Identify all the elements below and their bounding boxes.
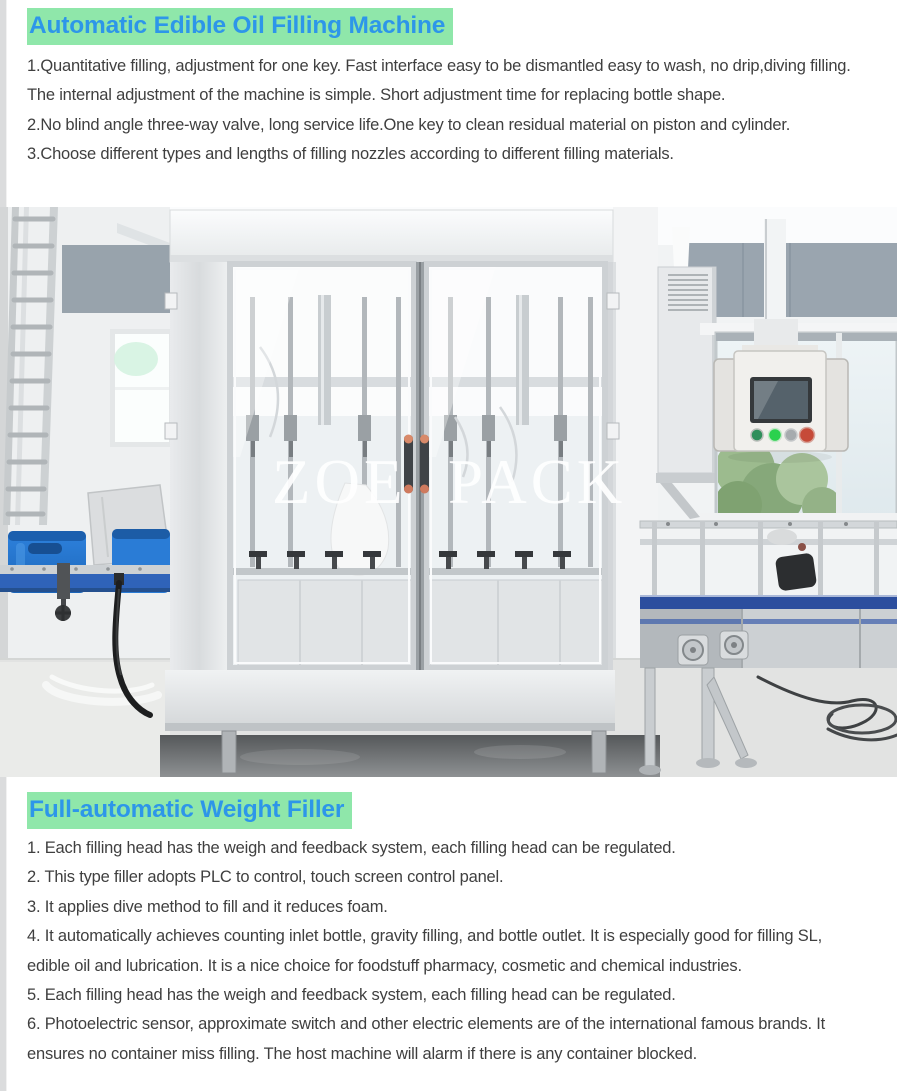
paragraph-line: 2.No blind angle three-way valve, long service life.One key to clean residual material on piston and cylinder. bbox=[27, 115, 791, 134]
button-green-dark bbox=[751, 429, 763, 441]
watermark-text: ZOE bbox=[272, 447, 407, 517]
wall-panel bbox=[62, 245, 170, 313]
conveyor-rail bbox=[0, 565, 172, 574]
machine-top-panel bbox=[170, 210, 613, 262]
rail-clamp bbox=[57, 563, 70, 599]
rag bbox=[767, 529, 797, 545]
machine-left-column bbox=[170, 262, 228, 670]
watermark-text: PACK bbox=[448, 447, 627, 517]
paragraph-line: 2. This type filler adopts PLC to control, touch screen control panel. bbox=[27, 868, 504, 887]
paragraph-line: 3. It applies dive method to fill and it reduces foam. bbox=[27, 897, 388, 916]
paragraph-line: The internal adjustment of the machine is simple. Short adjustment time for replacing bottle shape. bbox=[27, 86, 726, 105]
section1-title: Automatic Edible Oil Filling Machine bbox=[27, 8, 453, 45]
watermark bbox=[272, 447, 626, 517]
button-red bbox=[800, 428, 815, 443]
button-green-bright bbox=[769, 429, 782, 442]
paragraph-line: 3.Choose different types and lengths of filling nozzles according to different filling materials. bbox=[27, 145, 674, 164]
section1-paragraph bbox=[27, 52, 851, 170]
paragraph-line: 1.Quantitative filling, adjustment for one key. Fast interface easy to be dismantled easy to wash, no drip,diving filling. bbox=[27, 57, 851, 75]
product-photo bbox=[0, 207, 897, 777]
section2-paragraph bbox=[27, 834, 825, 1069]
machine-leg bbox=[222, 731, 236, 773]
left-window bbox=[110, 329, 174, 447]
wall-pillar bbox=[613, 207, 658, 662]
machine-leg bbox=[592, 731, 606, 773]
product-photo-illustration bbox=[0, 207, 897, 777]
button-grey bbox=[785, 429, 797, 441]
paragraph-line: edible oil and lubrication. It is a nice choice for foodstuff pharmacy, cosmetic and chemical industries. bbox=[27, 956, 742, 975]
machine-base-panel bbox=[165, 670, 615, 728]
black-motor bbox=[775, 553, 817, 592]
conveyor-blue-stripe bbox=[640, 595, 897, 609]
section2-title: Full-automatic Weight Filler bbox=[27, 792, 352, 829]
paragraph-line: 1. Each filling head has the weigh and feedback system, each filling head can be regulated. bbox=[27, 839, 676, 857]
paragraph-line: 4. It automatically achieves counting inlet bottle, gravity filling, and bottle outlet. It is especially good for filling SL, bbox=[27, 927, 822, 946]
paragraph-line: ensures no container miss filling. The host machine will alarm if there is any container blocked. bbox=[27, 1044, 697, 1063]
electrical-cabinet bbox=[656, 227, 716, 519]
paragraph-line: 6. Photoelectric sensor, approximate switch and other electric elements are of the international famous brands. It bbox=[27, 1015, 826, 1034]
paragraph-line: 5. Each filling head has the weigh and feedback system, each filling head can be regulated. bbox=[27, 985, 676, 1004]
